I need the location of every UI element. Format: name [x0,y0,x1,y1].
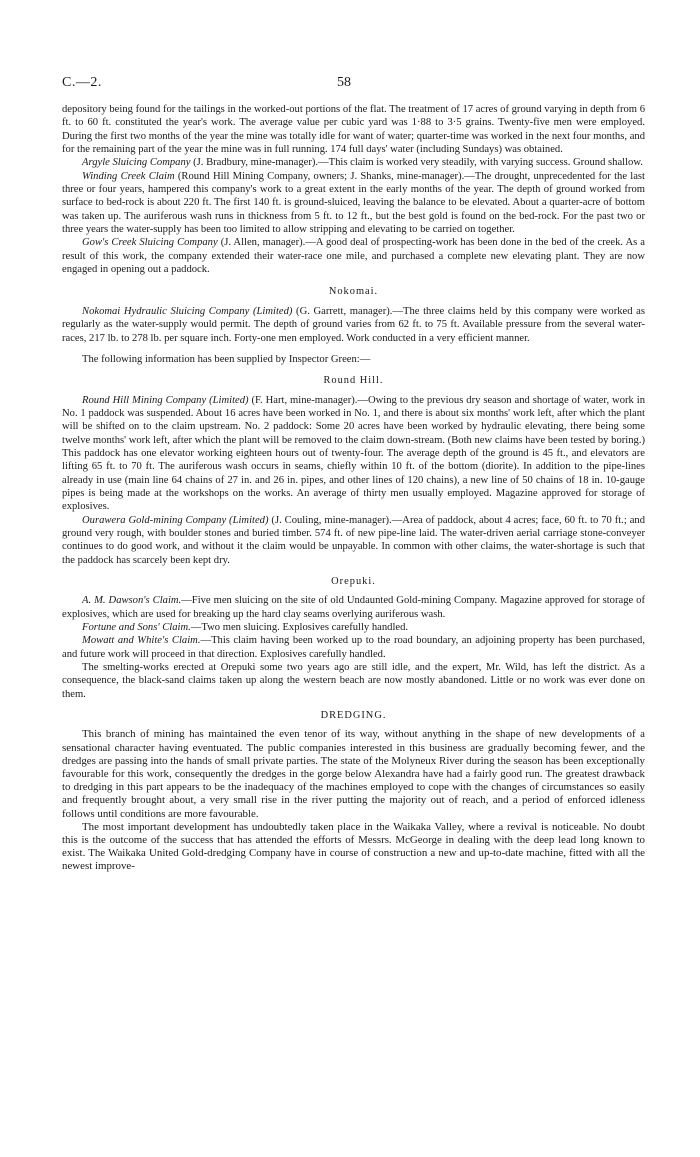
section-heading: DREDGING. [320,710,387,722]
paragraph [62,170,645,237]
paragraph [62,305,645,345]
paragraph [62,514,645,567]
claim-name: Winding Creek Claim [82,170,175,182]
report-reference: C.—2. [62,75,102,90]
paragraph-text: (J. Allen, manager).—A good deal of prospecting-work has been done in the bed of the creek. As a result of this work, the company extended their water-race one mile, and purchased a complete new elevating plant. They are now engaged in opening out a paddock. [62,237,645,276]
paragraph [62,594,645,621]
claim-name: Fortune and Sons' Claim. [82,622,191,634]
paragraph [62,236,645,276]
section-heading: Orepuki. [331,576,376,587]
paragraph-text: The smelting-works erected at Orepuki some two years ago are still idle, and the expert, Mr. Wild, has left the district. As a consequence, the black-sand claims taken up along the western beach are now mostly abandoned. Little or no work was ever done on them. [62,662,645,700]
paragraph-text: (J. Couling, mine-manager).—Area of paddock, about 4 acres; face, 60 ft. to 70 ft.; and ground very rough, with boulder stones and buried timber. 574 ft. of new pipe-line laid. The water-driven aerial carriage stone-conveyer continues to do good work, and without it the claim would be unpayable. In common with other claims, the water-shortage is such that the paddock has scarcely been kept dry. [62,514,645,566]
section-heading: Nokomai. [328,286,379,298]
claim-name: Gow's Creek Sluicing Company [82,237,218,249]
paragraph [62,394,645,514]
paragraph [62,621,645,634]
paragraph [62,156,645,169]
paragraph [62,634,645,661]
paragraph-gap [62,345,645,353]
paragraph-text: —This claim having been worked up to the road boundary, an adjoining property has been purchased, and future work will proceed in that direction. Explosives carefully handled. [62,635,645,660]
paragraph-text: —Five men sluicing on the site of old Undaunted Gold-mining Company. Magazine approved for storage of explosives, which are used for breaking up the hard clay seams overlying auriferous wash. [62,595,645,620]
paragraph [62,353,645,366]
claim-name: A. M. Dawson's Claim. [82,595,182,607]
document-body [62,103,645,874]
paragraph [62,821,645,874]
claim-name: Mowatt and White's Claim. [82,635,201,647]
claim-name: Nokomai Hydraulic Sluicing Company (Limited) [82,305,293,317]
paragraph [62,103,645,156]
claim-name: Ourawera Gold-mining Company (Limited) [82,514,269,526]
claim-name: Argyle Sluicing Company [82,157,191,169]
claim-name: Round Hill Mining Company (Limited) [82,394,249,406]
paragraph-text: (G. Garrett, manager).—The three claims held by this company were worked as regularly as the water-supply would permit. The depth of ground varies from 62 ft. to 75 ft. Available pressure from the several water-races, 217 lb. to 278 lb. per square inch. Forty-one men employed. Work conducted in a very efficient manner. [62,305,645,344]
paragraph-text: (Round Hill Mining Company, owners; J. Shanks, mine-manager).—The drought, unprecedented for the last three or four years, hampered this company's work to a great extent in the early months of the year. The depth of ground worked from surface to bed-rock is about 220 ft. The first 140 ft. is ground-sluiced, leaving the balance to be elevated. About a quarter-acre of bottom was taken up. The auriferous wash runs in thickness from 5 ft. to 12 ft., but the best gold is found on the bed-rock. For the past two or three years the water-supply has been too limited to allow stripping and elevating to be carried on together. [62,170,645,236]
paragraph-text: depository being found for the tailings in the worked-out portions of the flat. The treatment of 17 acres of ground varying in depth from 6 ft. to 60 ft. constituted the year's work. The average value per cubic yard was 1·88 to 3·5 grains. Twenty-five men were employed. During the first two months of the year the mine was totally idle for want of water; quarter-time was worked in the next four months, and for the remaining part of the year the mine was in full running. 174 full days' water (including Sundays) was obtained. [62,104,645,156]
section-heading: Round Hill. [323,375,384,387]
page-number: 58 [337,75,351,90]
paragraph-text: The following information has been supplied by Inspector Green:— [82,353,371,365]
paragraph-text: (F. Hart, mine-manager).—Owing to the previous dry season and shortage of water, work in No. 1 paddock was suspended. About 16 acres have been worked in No. 1, and there is about six months' work left, after which the plant will be shifted on to the claim upstream. No. 2 paddock: Some 20 acres have been worked by hydraulic elevating, there being some twelve months' work left, after which the plant will be removed to the claim down-stream. (Both new claims have been tested by boring.) This paddock has one elevator working eighteen hours out of twenty-four. The average depth of the ground is 45 ft., and elevators are lifting 65 ft. to 70 ft. The auriferous wash occurs in seams, chiefly within 10 ft. of the bottom (diorite). In addition to the pipe-lines already in use (main line 64 chains of 27 in. and 26 in. pipes, and other lines of 120 chains), a new line of 50 chains of 18 in. 10-gauge pipes is being made at the workshops on the works. An average of thirty men usually employed. Magazine approved for storage of explosives. [62,394,645,513]
paragraph [62,661,645,701]
paragraph-text: —Two men sluicing. Explosives carefully handled. [190,622,409,634]
paragraph-text: The most important development has undoubtedly taken place in the Waikaka Valley, where a revival is noticeable. No doubt this is the outcome of the success that has attended the efforts of Messrs. McGeorge in dealing with the deep lead long known to exist. The Waikaka United Gold-dredging Company have in course of construction a new and up-to-date machine, fitted with all the newest improve- [62,820,645,873]
paragraph-text: This branch of mining has maintained the even tenor of its way, without anything in the shape of new developments of a sensational character having eventuated. The public companies interested in this business are gradually becoming fewer, and the dredges are passing into the hands of small private parties. The state of the Molyneux River during the season has been exceptionally favourable for this work, consequently the dredges in the gorge below Alexandra have had a fairly good run. The greatest drawback to dredging in this part appears to be the inadequacy of the machines employed to cope with the changes of circumstances so easily and frequently brought about, a very small rise in the river putting the majority out of reach, and a period of enforced idleness follows until conditions are more favourable. [62,728,645,820]
paragraph [62,728,645,820]
paragraph-text: (J. Bradbury, mine-manager).—This claim is worked very steadily, with varying success. Ground shallow. [190,157,643,169]
